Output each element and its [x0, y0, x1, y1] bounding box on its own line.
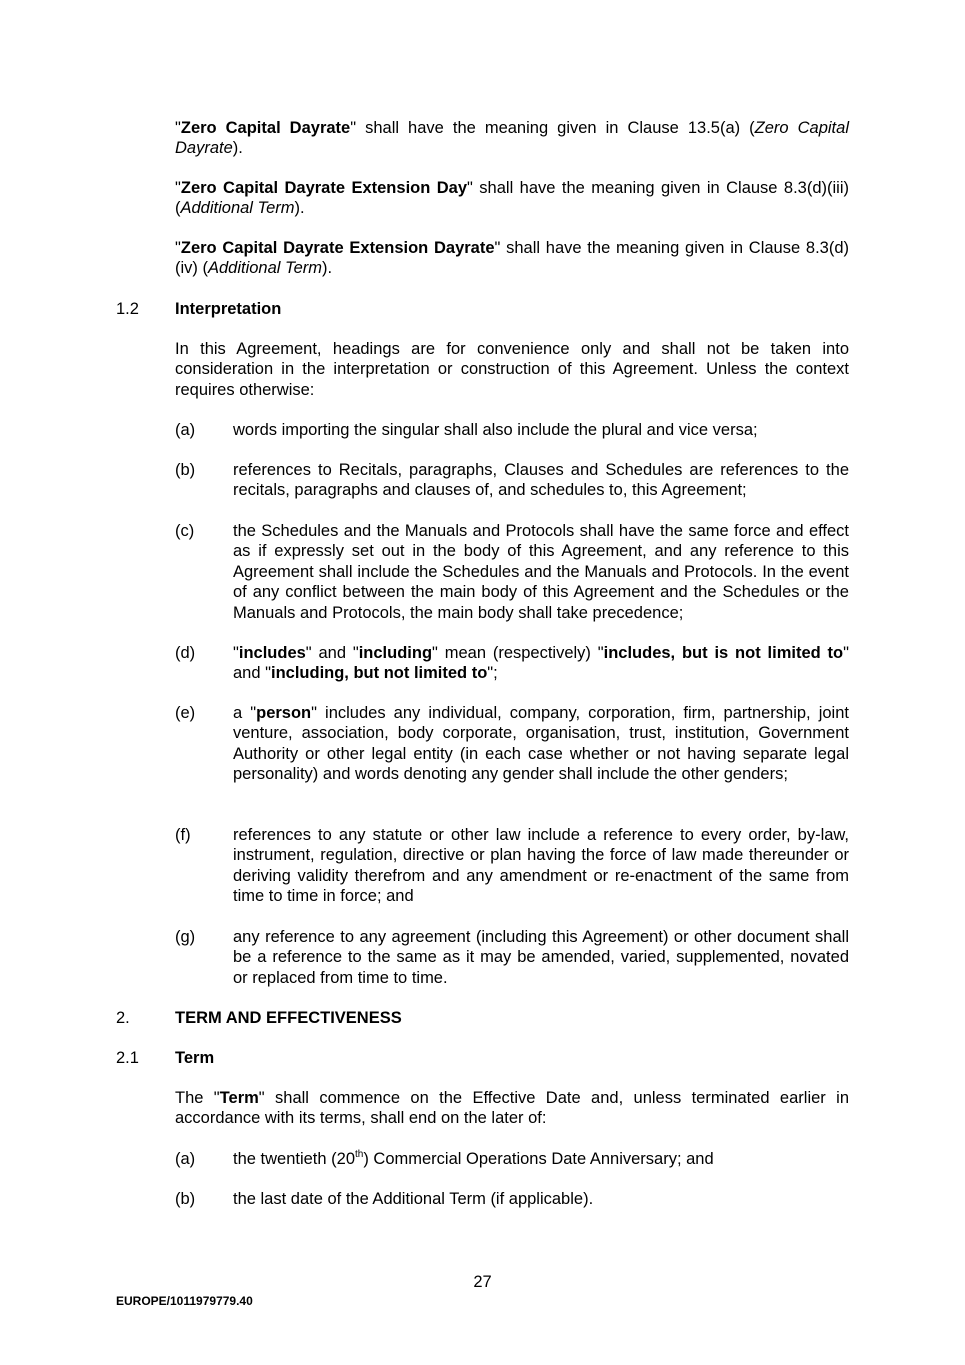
text-run: ) Commercial Operations Date Anniversary; and: [363, 1150, 714, 1168]
quote: ": [467, 179, 473, 197]
page-number: 27: [473, 1273, 492, 1291]
defined-term: including: [358, 644, 433, 662]
interpretation-item-a: words importing the singular shall also include the plural and vice versa;: [233, 421, 758, 439]
definition-extension-dayrate: [175, 238, 849, 279]
interpretation-item-f: references to any statute or other law include a reference to every order, by-law, instrument, regulation, directive or plan having the force of law made thereunder or deriving validity therefrom and any amendment or re-enactment of the same from time to time in force; and: [233, 826, 849, 906]
item-label: (a): [175, 1150, 196, 1168]
section-number: 2.: [116, 1009, 130, 1027]
definition-text: shall have the meaning given in Clause 8.3(d)(iv) (: [175, 239, 849, 278]
defined-term: includes, but is not limited to: [603, 644, 844, 662]
item-label: (e): [175, 704, 196, 722]
item-label: (b): [175, 461, 196, 479]
text-run: " shall commence on the Effective Date and, unless terminated earlier in accordance with its terms, shall end on the later of:: [175, 1089, 849, 1128]
definition-extension-day: [175, 178, 849, 219]
defined-term: Zero Capital Dayrate: [180, 119, 351, 137]
clause-reference: Additional Term: [180, 199, 295, 218]
definition-end: ).: [294, 199, 305, 218]
interpretation-intro: In this Agreement, headings are for convenience only and shall not be taken into consideration in the interpretation or construction of this Agreement. Unless the context requires otherwise:: [175, 340, 849, 399]
quote: ": [350, 119, 357, 137]
text-run: " and ": [305, 644, 359, 662]
defined-term: Term: [219, 1089, 259, 1107]
item-label: (b): [175, 1190, 196, 1208]
text-run: " and ": [233, 644, 849, 683]
text-run: ";: [487, 664, 498, 683]
clause-reference: Zero Capital Dayrate: [175, 119, 849, 158]
interpretation-item-d: [233, 643, 849, 684]
text-run: " includes any individual, company, corporation, firm, partnership, joint venture, association, body corporate, organisation, trust, institution, Government Authority or other legal entity (in each case whether or not having separate legal personality) and words denoting any gender shall include the other genders;: [233, 704, 849, 784]
definition-zero-capital-dayrate: [175, 118, 849, 159]
quote: ": [175, 179, 181, 197]
defined-term: Zero Capital Dayrate Extension Dayrate: [180, 239, 495, 257]
interpretation-item-e: [233, 703, 849, 785]
quote: ": [494, 239, 501, 257]
defined-term: includes: [238, 644, 306, 662]
item-label: (a): [175, 421, 196, 439]
document-reference: EUROPE/1011979779.40: [116, 1294, 253, 1308]
clause-reference: Additional Term: [207, 259, 323, 278]
item-label: (d): [175, 644, 196, 662]
defined-term: Zero Capital Dayrate Extension Day: [180, 179, 468, 197]
text-run: the twentieth (20: [233, 1150, 355, 1168]
definition-text: shall have the meaning given in Clause 13.5(a) (: [356, 119, 755, 137]
text-run: The ": [175, 1089, 220, 1107]
item-label: (c): [175, 522, 195, 540]
definition-end: ).: [232, 139, 243, 158]
term-item-a: [233, 1149, 849, 1169]
term-item-b: the last date of the Additional Term (if applicable).: [233, 1190, 594, 1208]
defined-term: including, but not limited to: [270, 664, 488, 683]
quote: ": [175, 119, 181, 137]
text-run: " mean (respectively) ": [432, 644, 604, 662]
section-number: 1.2: [116, 300, 139, 318]
item-label: (g): [175, 928, 196, 946]
definition-end: ).: [322, 259, 333, 278]
text-run: a ": [233, 704, 257, 722]
ordinal-suffix: th: [355, 1148, 364, 1160]
section-heading-term-effectiveness: TERM AND EFFECTIVENESS: [175, 1009, 402, 1027]
definition-text: shall have the meaning given in Clause 8.3(d)(iii) (: [175, 179, 850, 218]
item-label: (f): [175, 826, 191, 844]
interpretation-item-c: the Schedules and the Manuals and Protocols shall have the same force and effect as if expressly set out in the body of this Agreement, and any reference to this Agreement shall include the Schedules and the Manuals and Protocols. In the event of any conflict between the main body of this Agreement and the Schedules or the Manuals and Protocols, the main body shall take precedence;: [233, 522, 849, 622]
section-heading-interpretation: Interpretation: [175, 300, 282, 318]
section-number: 2.1: [116, 1049, 139, 1067]
defined-term: person: [256, 704, 312, 722]
interpretation-item-b: references to Recitals, paragraphs, Clauses and Schedules are references to the recitals, paragraphs and clauses of, and schedules to, this Agreement;: [233, 461, 849, 500]
section-heading-term: Term: [175, 1049, 215, 1067]
quote: ": [175, 239, 181, 257]
text-run: ": [233, 644, 239, 662]
interpretation-item-g: any reference to any agreement (including this Agreement) or other document shall be a reference to the same as it may be amended, varied, supplemented, novated or replaced from time to time.: [233, 928, 849, 987]
term-intro: [175, 1088, 849, 1129]
